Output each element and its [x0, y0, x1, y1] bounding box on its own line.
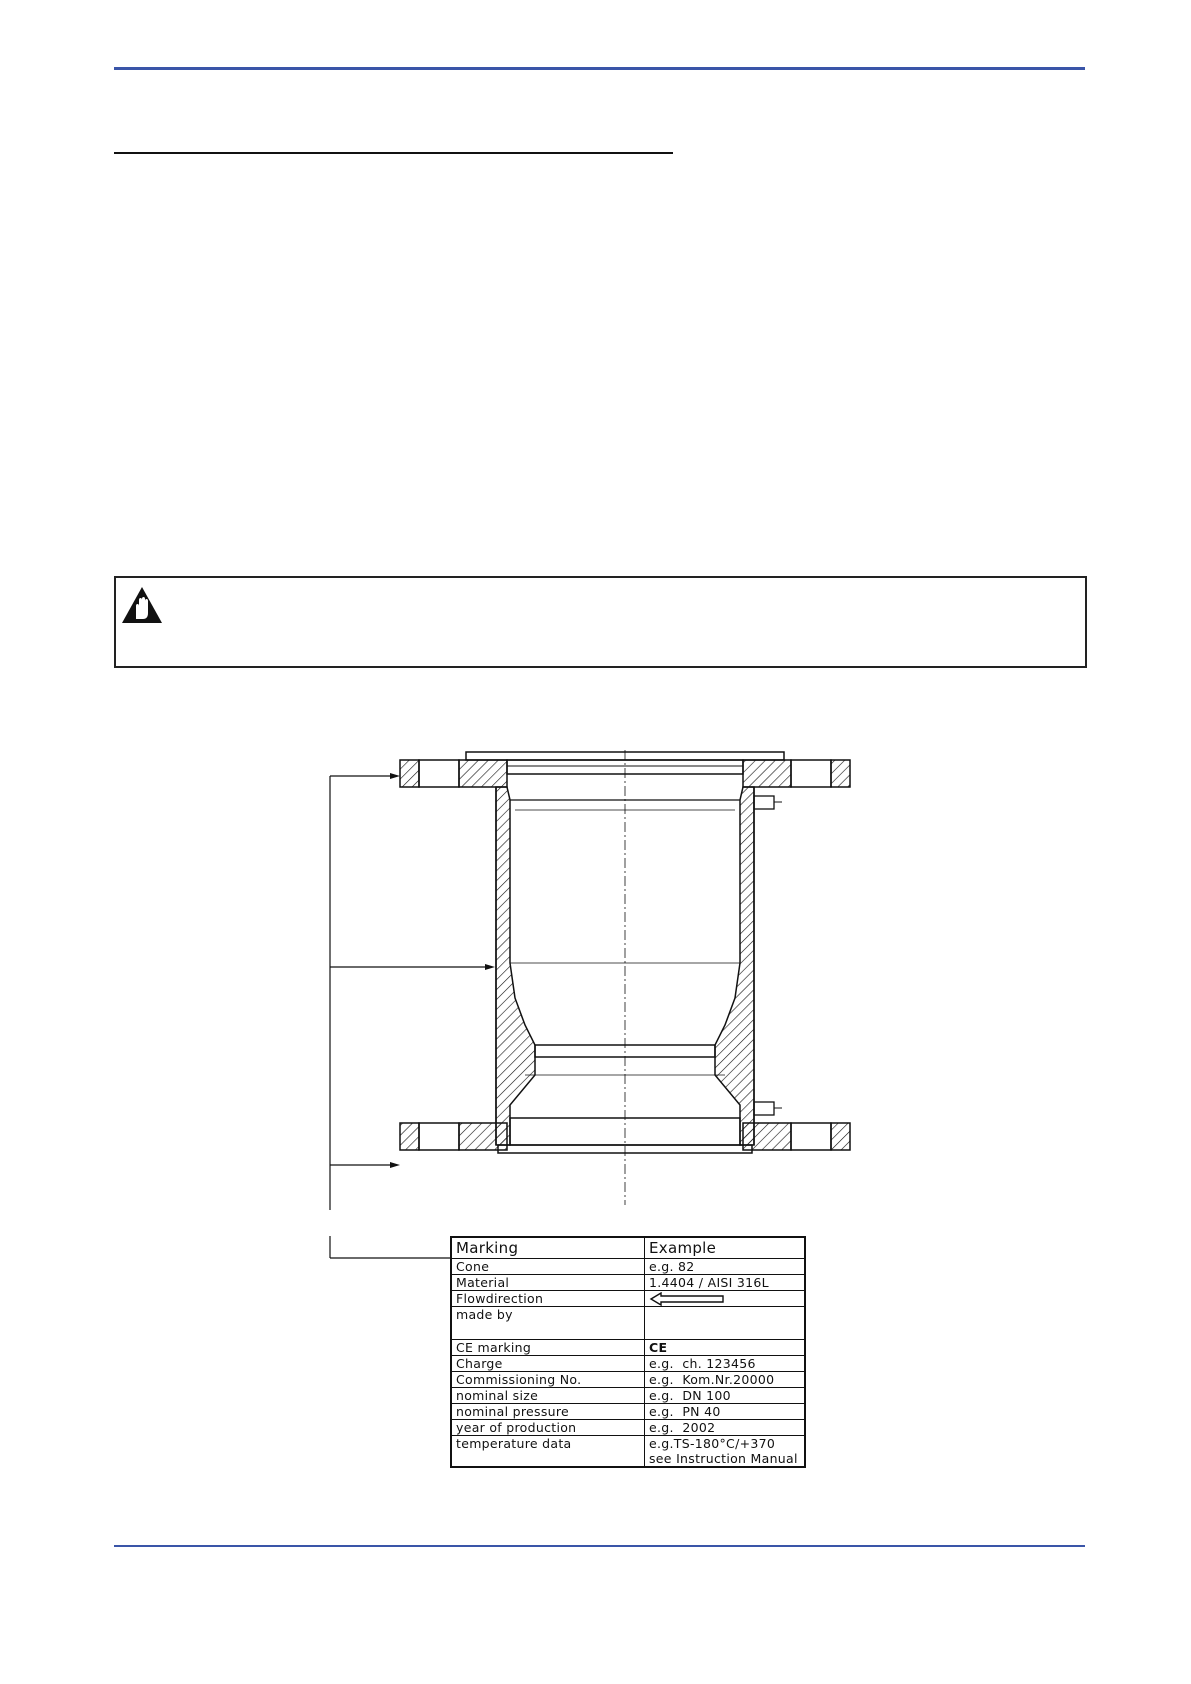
marking-cell: made by: [451, 1307, 645, 1340]
marking-table: [450, 1236, 806, 1468]
table-row: [451, 1372, 805, 1388]
header-marking: Marking: [451, 1237, 645, 1259]
marking-cell: CE marking: [451, 1340, 645, 1356]
arrow-left-icon: [649, 1292, 725, 1306]
example-cell: CE: [645, 1340, 806, 1356]
marking-cell: nominal size: [451, 1388, 645, 1404]
marking-cell: Flowdirection: [451, 1291, 645, 1307]
example-cell: 1.4404 / AISI 316L: [645, 1275, 806, 1291]
table-row: [451, 1307, 805, 1340]
table-row: [451, 1340, 805, 1356]
header-rule: [114, 67, 1085, 70]
table-row: [451, 1388, 805, 1404]
marking-cell: Charge: [451, 1356, 645, 1372]
marking-cell: Commissioning No.: [451, 1372, 645, 1388]
table-row: [451, 1404, 805, 1420]
table-row: [451, 1436, 805, 1468]
table-row: [451, 1275, 805, 1291]
marking-cell: Cone: [451, 1259, 645, 1275]
example-cell: e.g. 2002: [645, 1420, 806, 1436]
example-cell: e.g. ch. 123456: [645, 1356, 806, 1372]
hand-stop-icon: [121, 586, 163, 624]
example-cell: [645, 1307, 806, 1340]
marking-cell: Material: [451, 1275, 645, 1291]
footer-rule: [114, 1545, 1085, 1547]
table-header-row: [451, 1237, 805, 1259]
marking-cell: nominal pressure: [451, 1404, 645, 1420]
leader-to-table: [325, 1236, 455, 1266]
flow-meter-cross-section-drawing: [320, 740, 860, 1210]
example-cell: e.g. PN 40: [645, 1404, 806, 1420]
example-cell: [645, 1291, 806, 1307]
example-cell: e.g. Kom.Nr.20000: [645, 1372, 806, 1388]
example-cell: e.g. DN 100: [645, 1388, 806, 1404]
warning-box: [114, 576, 1087, 668]
example-line-2: see Instruction Manual: [649, 1451, 798, 1466]
table-row: [451, 1259, 805, 1275]
marking-cell: temperature data: [451, 1436, 645, 1468]
example-cell: [645, 1436, 806, 1468]
table-row: [451, 1291, 805, 1307]
header-example: Example: [645, 1237, 806, 1259]
section-title-underline: [114, 152, 673, 154]
table-row: [451, 1420, 805, 1436]
example-cell: e.g. 82: [645, 1259, 806, 1275]
example-line-1: e.g.TS-180°C/+370: [649, 1436, 776, 1451]
table-row: [451, 1356, 805, 1372]
marking-cell: year of production: [451, 1420, 645, 1436]
